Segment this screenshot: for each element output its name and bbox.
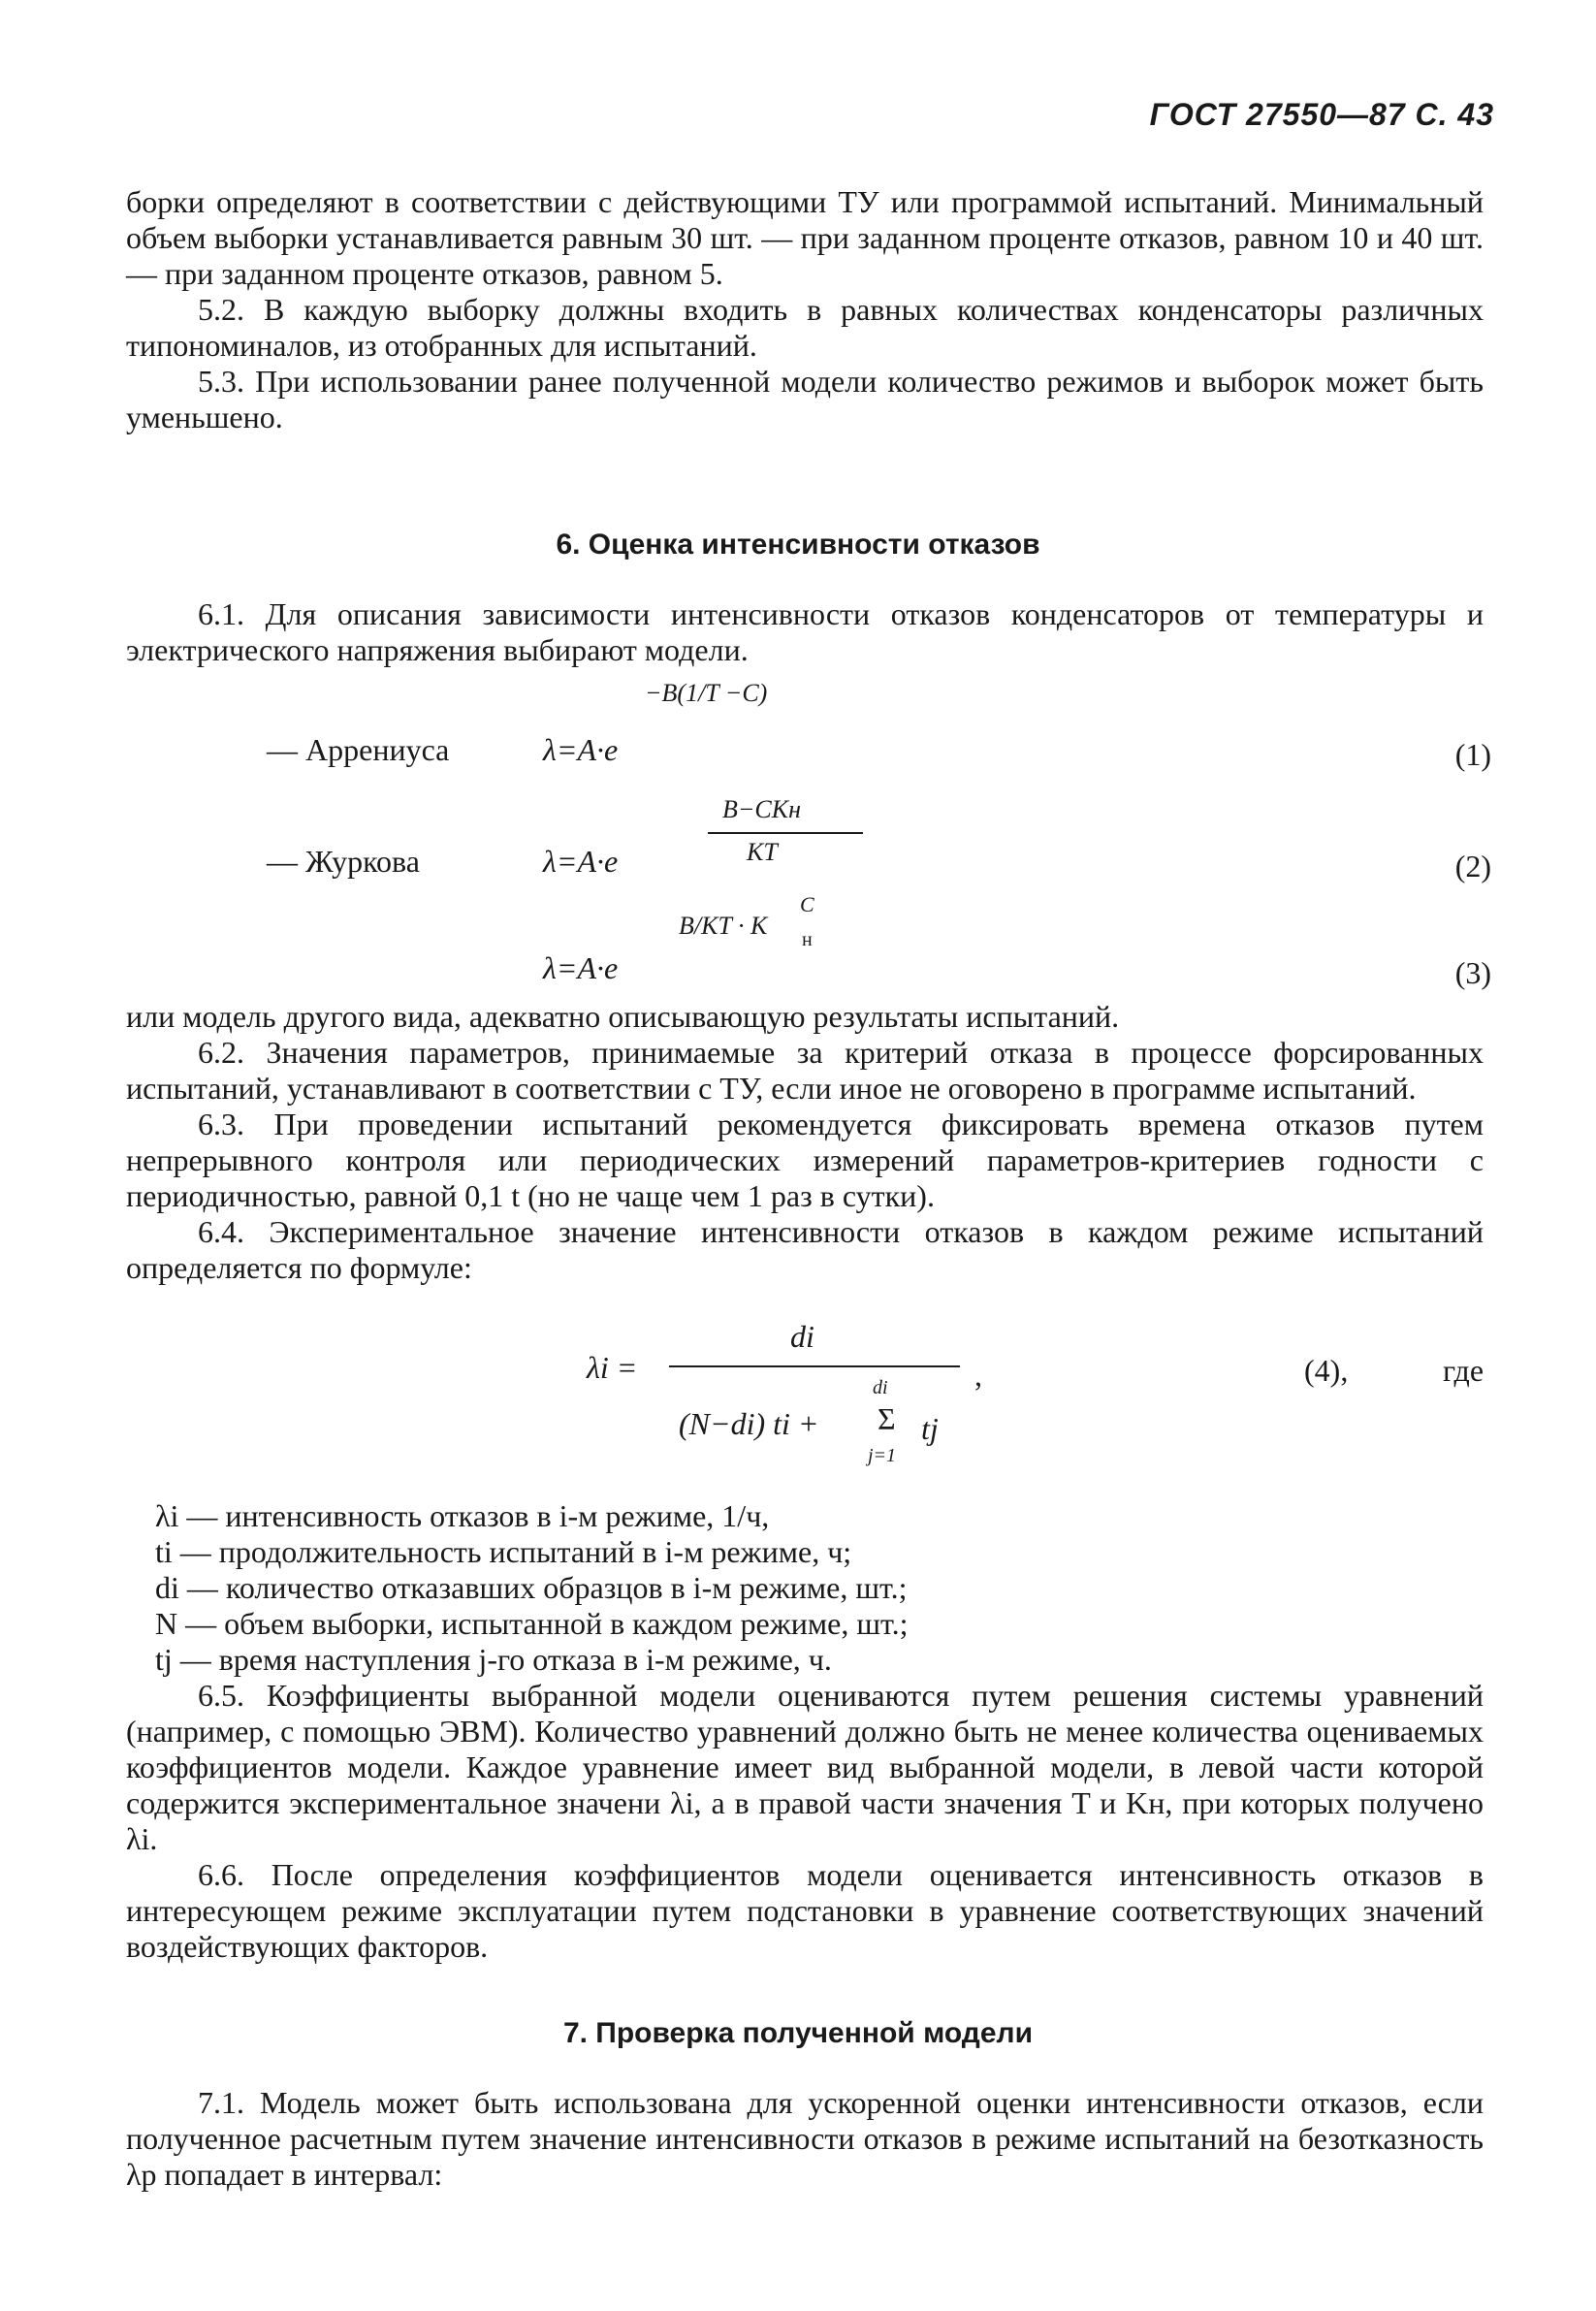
paragraph-6-6: 6.6. После определения коэффициентов модели оценивается интенсивность отказов в интересующем режиме эксплуатации путем подстановки в уравнение соответствующих значений воздействующих факторов. [126, 1857, 1484, 1964]
paragraph-6-3: 6.3. При проведении испытаний рекомендуется фиксировать времена отказов путем непрерывного контроля или периодических измерений параметров-критериев годности с периодичностью, равной 0,1 t (но не чаще чем 1 раз в сутки). [126, 1107, 1484, 1213]
paragraph-6-1 [126, 596, 1484, 668]
formula-2-exp-numerator: B−CKн [722, 795, 802, 823]
formula-4-den-left: (N−di) ti + [679, 1406, 819, 1441]
formula-3-exp-sup: C [800, 892, 814, 916]
formula-2-label: — Журкова [267, 844, 420, 879]
formula-4-sum-bottom: j=1 [868, 1445, 897, 1466]
section7-title: 7. Проверка полученной модели [562, 2017, 1034, 2049]
formula-2-number: (2) [1454, 849, 1491, 883]
page-header: ГОСТ 27550—87 С. 43 [1149, 97, 1494, 132]
paragraph-6-1-end: или модель другого вида, адекватно описывающую результаты испытаний. [126, 999, 1120, 1034]
formula-1-label: — Аррениуса [267, 732, 450, 767]
paragraph-6-4: 6.4. Экспериментальное значение интенсивности отказов в каждом режиме испытаний определяется по формуле: [126, 1214, 1484, 1285]
formula-2-exp-denominator: KT [747, 838, 778, 866]
formula-4-sum-sign: Σ [878, 1401, 896, 1436]
paragraph-5-3: 5.3. При использовании ранее полученной модели количество режимов и выборок может быть уменьшено. [126, 364, 1484, 434]
formula-4-definitions [155, 1498, 908, 1678]
section6-body-2 [126, 1678, 1484, 1965]
formula-2-fraction-bar [708, 832, 863, 834]
definition-lambda: λi — интенсивность отказов в i-м режиме, 1/ч, [155, 1498, 770, 1533]
definition-t: ti — продолжительность испытаний в i-м режиме, ч; [155, 1534, 852, 1569]
paragraph-5-2: 5.2. В каждую выборку должны входить в равных количествах конденсаторы различных типономиналов, из отобранных для испытаний. [126, 292, 1484, 363]
formula-4-where: где [1443, 1353, 1484, 1388]
formula-1-lhs: λ=A·e [543, 732, 619, 767]
paragraph-6-2: 6.2. Значения параметров, принимаемые за критерий отказа в процессе форсированных испытаний, устанавливают в соответствии с ТУ, если иное не оговорено в программе испытаний. [126, 1035, 1484, 1106]
section5-continuation [126, 184, 1484, 435]
section7-body [126, 2085, 1484, 2193]
formula-4-number: (4), [1304, 1353, 1349, 1388]
formula-4-lhs: λi = [587, 1350, 638, 1385]
section6-title: 6. Оценка интенсивности отказов [556, 529, 1040, 561]
formula-3-lhs: λ=A·e [543, 950, 619, 985]
formula-4-numerator: di [790, 1319, 814, 1354]
definition-n: N — объем выборки, испытанной в каждом режиме, шт.; [155, 1606, 909, 1641]
definition-tj: tj — время наступления j-го отказа в i-м режиме, ч. [155, 1642, 832, 1677]
formula-4-fraction-bar [669, 1365, 960, 1367]
paragraph-6-5: 6.5. Коэффициенты выбранной модели оцениваются путем решения системы уравнений (например, с помощью ЭВМ). Количество уравнений должно быть не менее количества оцениваемых коэффициентов модели. Каждое уравнение имеет вид выбранной модели, в левой части которой содержится экспериментальное значени λi, а в правой части значения T и Kн, при которых получено λi. [126, 1678, 1484, 1856]
formula-4-comma: , [974, 1358, 982, 1393]
formula-1-exponent: −B(1/T −C) [645, 679, 768, 707]
paragraph-5-1-cont: борки определяют в соответствии с действующими ТУ или программой испытаний. Минимальный объем выборки устанавливается равным 30 шт. — при заданном проценте отказов, равном 10 и 40 шт. — при заданном проценте отказов, равном 5. [126, 184, 1484, 291]
formula-4-sum-term: tj [921, 1411, 939, 1446]
definition-d: di — количество отказавших образцов в i-м режиме, шт.; [155, 1570, 908, 1605]
formula-3-exp-sub: н [802, 929, 813, 950]
section6-body-1 [126, 999, 1484, 1286]
formula-1-number: (1) [1454, 737, 1491, 772]
formula-2-lhs: λ=A·e [543, 844, 619, 879]
formula-4-sum-top: di [873, 1377, 888, 1398]
formula-3-exponent: B/KT · K [679, 912, 768, 940]
formula-3-number: (3) [1454, 955, 1491, 990]
paragraph-7-1: 7.1. Модель может быть использована для ускоренной оценки интенсивности отказов, если полученное расчетным путем значение интенсивности отказов в режиме испытаний на безотказность λр попадает в интервал: [126, 2085, 1484, 2192]
paragraph-6-1-text: 6.1. Для описания зависимости интенсивности отказов конденсаторов от температуры и электрического напряжения выбирают модели. [126, 596, 1484, 667]
